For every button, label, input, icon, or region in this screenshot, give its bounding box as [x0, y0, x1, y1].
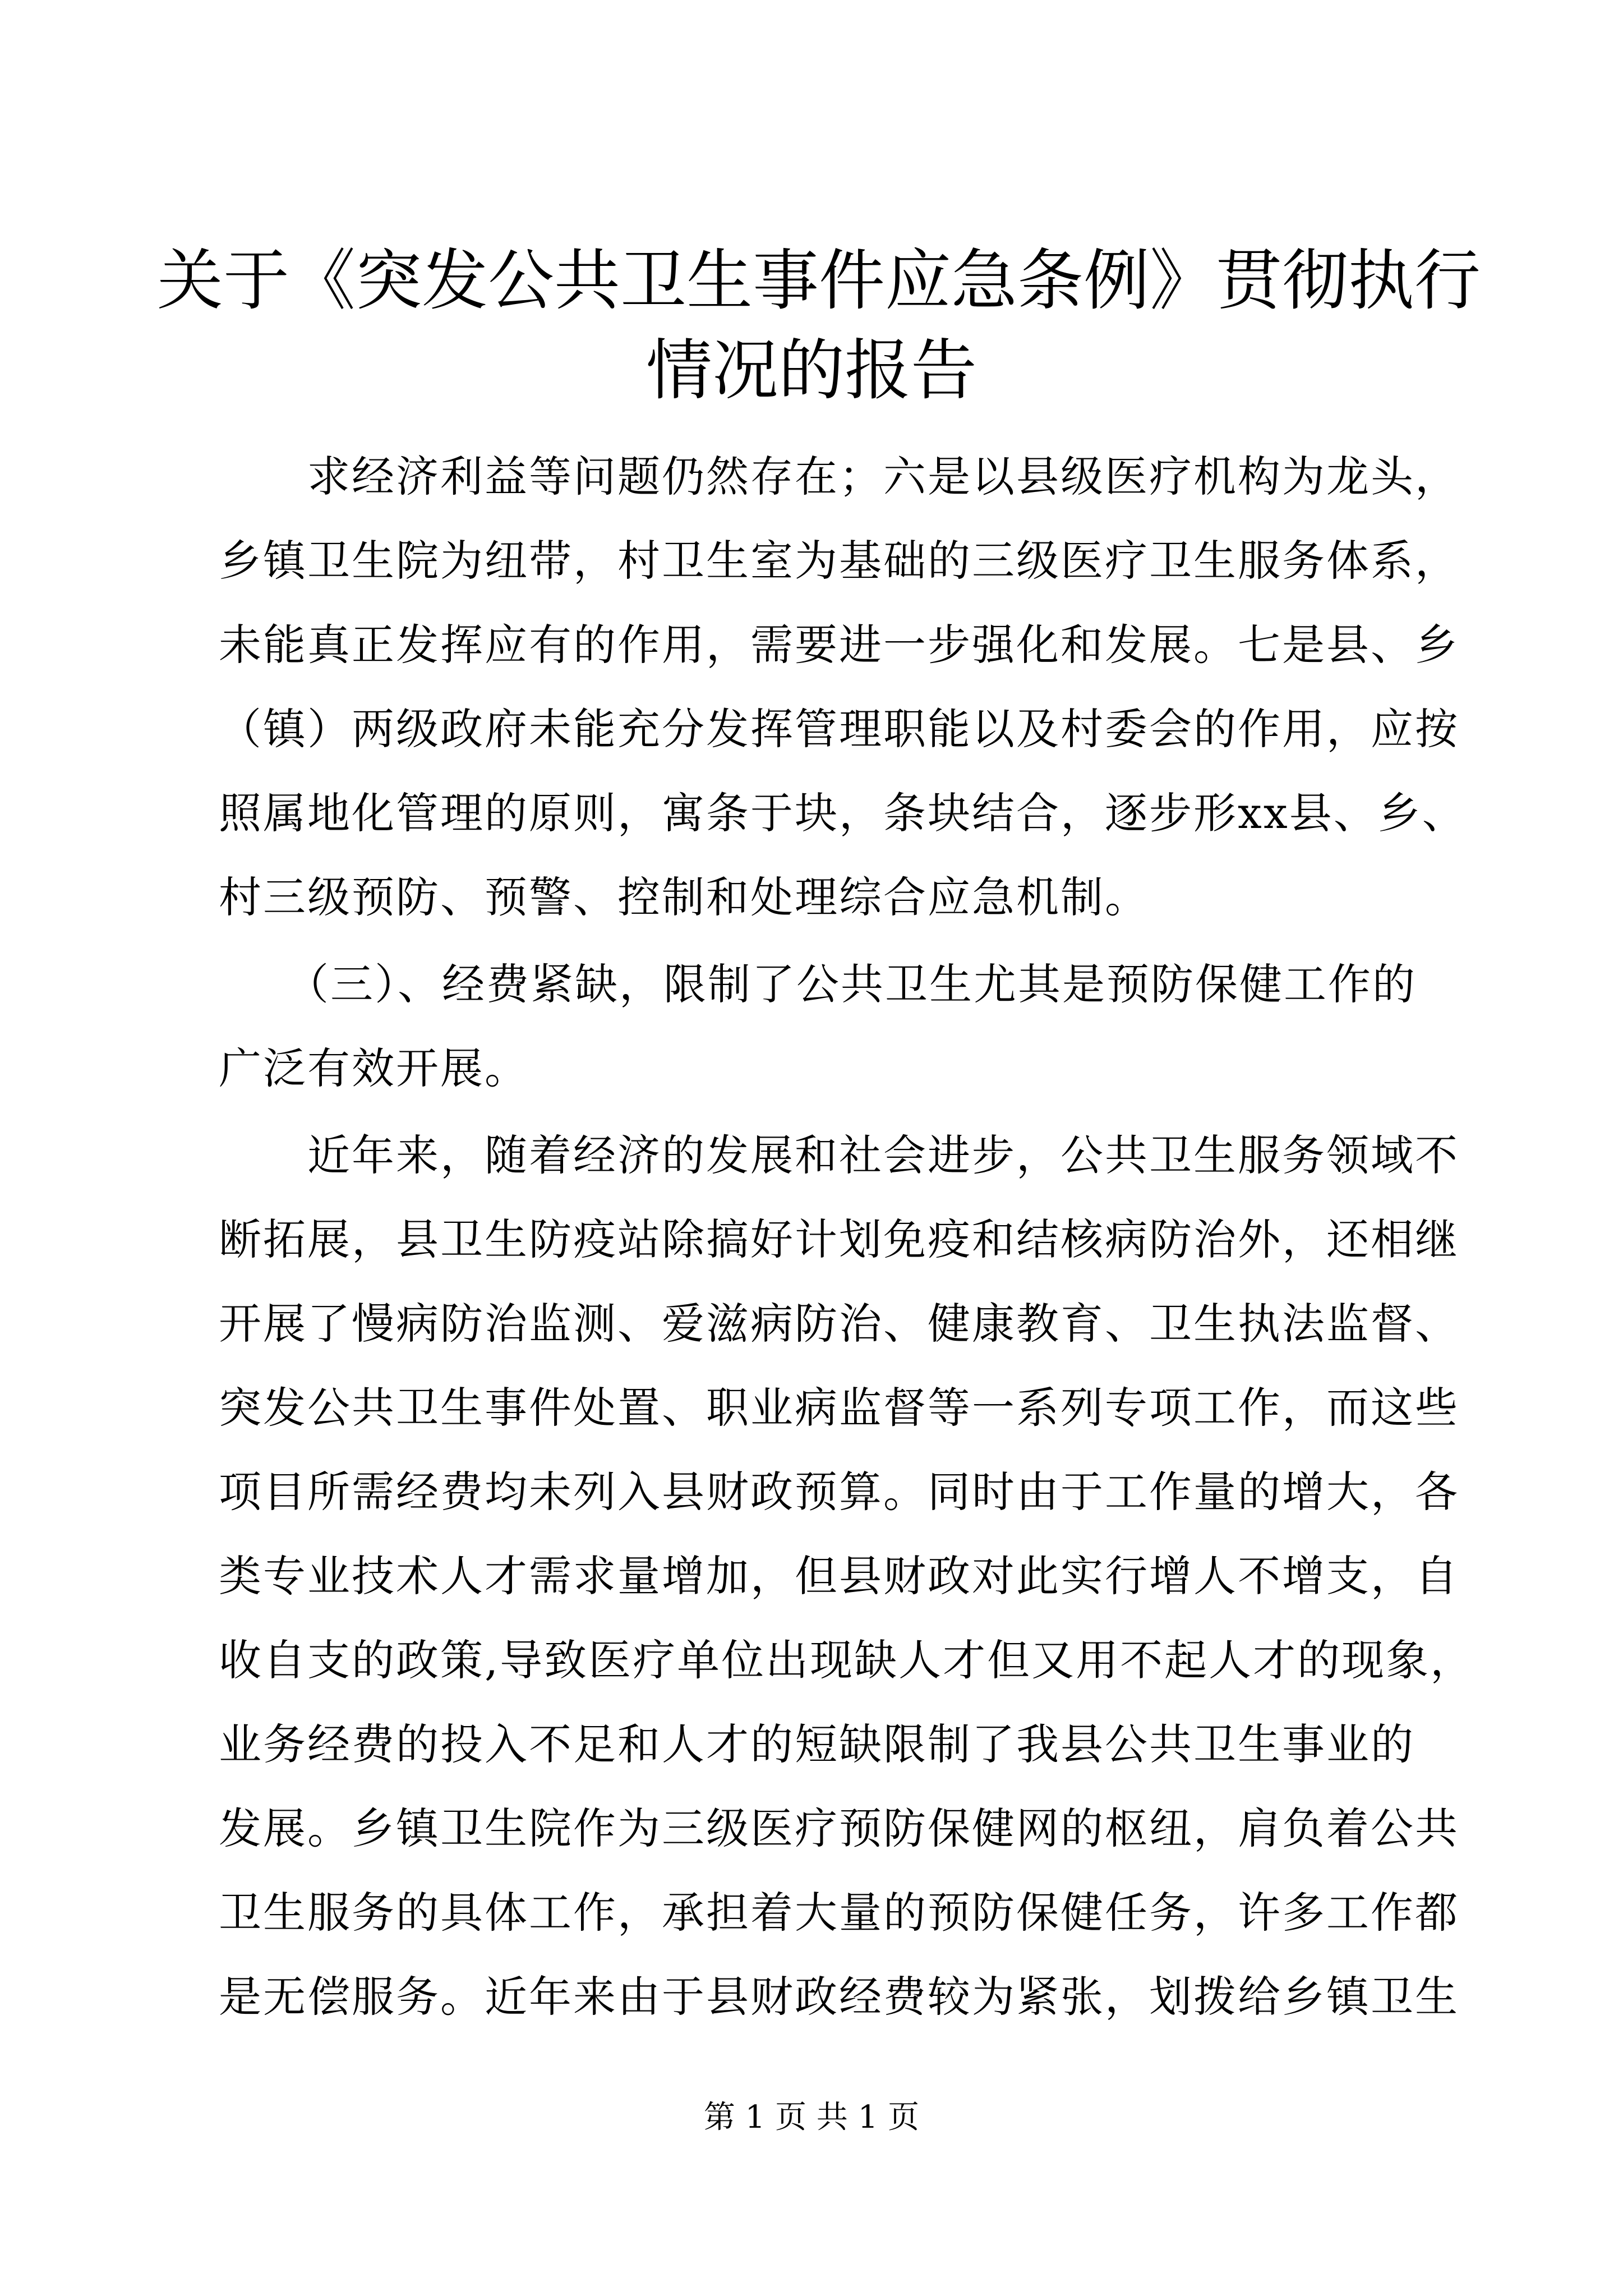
- body-line-17: 发展。乡镇卫生院作为三级医疗预防保健网的枢纽，肩负着公共: [219, 1803, 1459, 1853]
- document-title-line-1: 关于《突发公共卫生事件应急条例》贯彻执行: [157, 242, 1481, 319]
- body-line-7: （三）、经费紧缺，限制了公共卫生尤其是预防保健工作的: [219, 959, 1417, 1009]
- body-line-8: 广泛有效开展。: [219, 1043, 529, 1093]
- body-line-14: 类专业技术人才需求量增加，但县财政对此实行增人不增支，自: [219, 1551, 1459, 1601]
- body-line-3: 未能真正发挥应有的作用，需要进一步强化和发展。七是县、乡: [219, 620, 1459, 670]
- body-line-10: 断拓展，县卫生防疫站除搞好计划免疫和结核病防治外，还相继: [219, 1214, 1459, 1264]
- body-line-9: 近年来，随着经济的发展和社会进步，公共卫生服务领域不: [219, 1130, 1459, 1180]
- body-line-16: 业务经费的投入不足和人才的短缺限制了我县公共卫生事业的: [219, 1719, 1415, 1769]
- body-line-5: 照属地化管理的原则，寓条于块，条块结合，逐步形xx县、乡、: [219, 788, 1467, 838]
- body-line-11: 开展了慢病防治监测、爱滋病防治、健康教育、卫生执法监督、: [219, 1299, 1459, 1349]
- body-line-2: 乡镇卫生院为纽带，村卫生室为基础的三级医疗卫生服务体系，: [219, 536, 1459, 586]
- page-footer: 第 1 页 共 1 页: [703, 2099, 920, 2136]
- document-title-line-2: 情况的报告: [645, 332, 977, 409]
- body-line-19: 是无偿服务。近年来由于县财政经费较为紧张，划拨给乡镇卫生: [219, 1972, 1459, 2022]
- body-line-4: （镇）两级政府未能充分发挥管理职能以及村委会的作用，应按: [219, 704, 1459, 754]
- body-line-13: 项目所需经费均未列入县财政预算。同时由于工作量的增大，各: [219, 1467, 1459, 1517]
- body-line-6: 村三级预防、预警、控制和处理综合应急机制。: [219, 872, 1149, 922]
- body-line-1: 求经济利益等问题仍然存在；六是以县级医疗机构为龙头，: [219, 452, 1459, 501]
- body-line-18: 卫生服务的具体工作，承担着大量的预防保健任务，许多工作都: [219, 1888, 1459, 1938]
- body-line-15: 收自支的政策,导致医疗单位出现缺人才但又用不起人才的现象，: [219, 1635, 1475, 1685]
- body-line-12: 突发公共卫生事件处置、职业病监督等一系列专项工作，而这些: [219, 1383, 1459, 1433]
